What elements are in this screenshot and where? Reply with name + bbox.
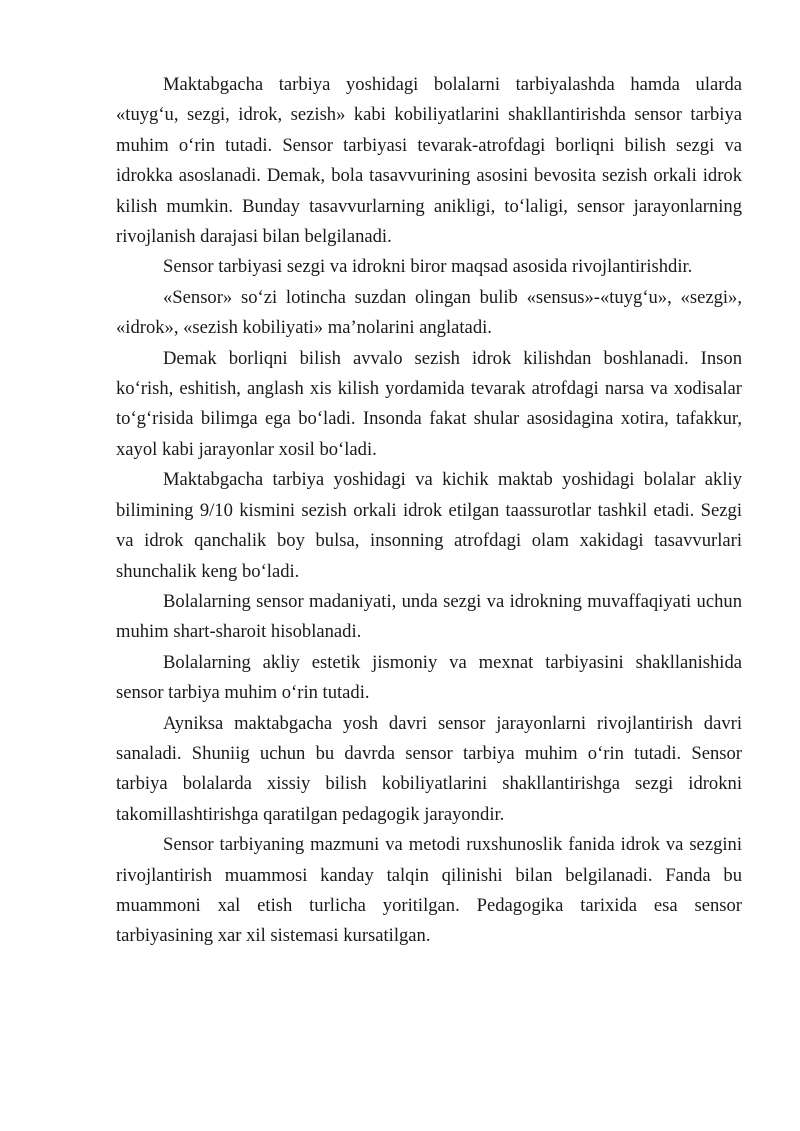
paragraph-1: Maktabgacha tarbiya yoshidagi bolalarni tarbiyalashda hamda ularda «tuyg‘u, sezgi, idrok, sezish» kabi kobiliyatlarini shakllantirishda sensor tarbiya muhim o‘rin tutadi. Sensor tarbiyasi tevarak-atrofdagi borliqni bilish sezgi va idrokka asoslanadi. Demak, bola tasavvurining asosini bevosita sezish orkali idrok kilish mumkin. Bunday tasavvurlarning anikligi, to‘laligi, sensor jarayonlarning rivojlanish darajasi bilan belgilanadi. — [116, 74, 742, 248]
paragraph-5: Maktabgacha tarbiya yoshidagi va kichik maktab yoshidagi bolalar akliy bilimining 9/10 kismini sezish orkali idrok etilgan taassurotlar tashkil etadi. Sezgi va idrok qanchalik boy bulsa, insonning atrofdagi olam xakidagi tasavvurlari shunchalik keng bo‘ladi. — [116, 469, 742, 582]
paragraph-8: Ayniksa maktabgacha yosh davri sensor jarayonlarni rivojlantirish davri sanaladi. Shuniig uchun bu davrda sensor tarbiya muhim o‘rin tutadi. Sensor tarbiya bolalarda xissiy bilish kobiliyatlarini shakllantirishga sezgi idrokni takomillashtirishga qaratilgan pedagogik jarayondir. — [116, 712, 742, 825]
paragraph-4: Demak borliqni bilish avvalo sezish idrok kilishdan boshlanadi. Inson ko‘rish, eshitish, anglash xis kilish yordamida tevarak atrofdagi narsa va xodisalar to‘g‘risida bilimga ega bo‘ladi. Insonda fakat shular asosidagina xotira, tafakkur, xayol kabi jarayonlar xosil bo‘ladi. — [116, 347, 742, 460]
paragraph-9: Sensor tarbiyaning mazmuni va metodi ruxshunoslik fanida idrok va sezgini rivojlantirish muammosi kanday talqin qilinishi bilan belgilanadi. Fanda bu muammoni xal etish turlicha yoritilgan. Pedagogika tarixida esa sensor tarbiyasining xar xil sistemasi kursatilgan. — [116, 834, 742, 947]
paragraph-6: Bolalarning sensor madaniyati, unda sezgi va idrokning muvaffaqiyati uchun muhim shart-sharoit hisoblanadi. — [116, 590, 742, 643]
document-body — [116, 70, 742, 952]
paragraph-3: «Sensor» so‘zi lotincha suzdan olingan bulib «sensus»-«tuyg‘u», «sezgi», «idrok», «sezish kobiliyati» ma’nolarini anglatadi. — [116, 286, 742, 339]
paragraph-2: Sensor tarbiyasi sezgi va idrokni biror maqsad asosida rivojlantirishdir. — [163, 256, 693, 278]
paragraph-7: Bolalarning akliy estetik jismoniy va mexnat tarbiyasini shakllanishida sensor tarbiya muhim o‘rin tutadi. — [116, 651, 742, 704]
